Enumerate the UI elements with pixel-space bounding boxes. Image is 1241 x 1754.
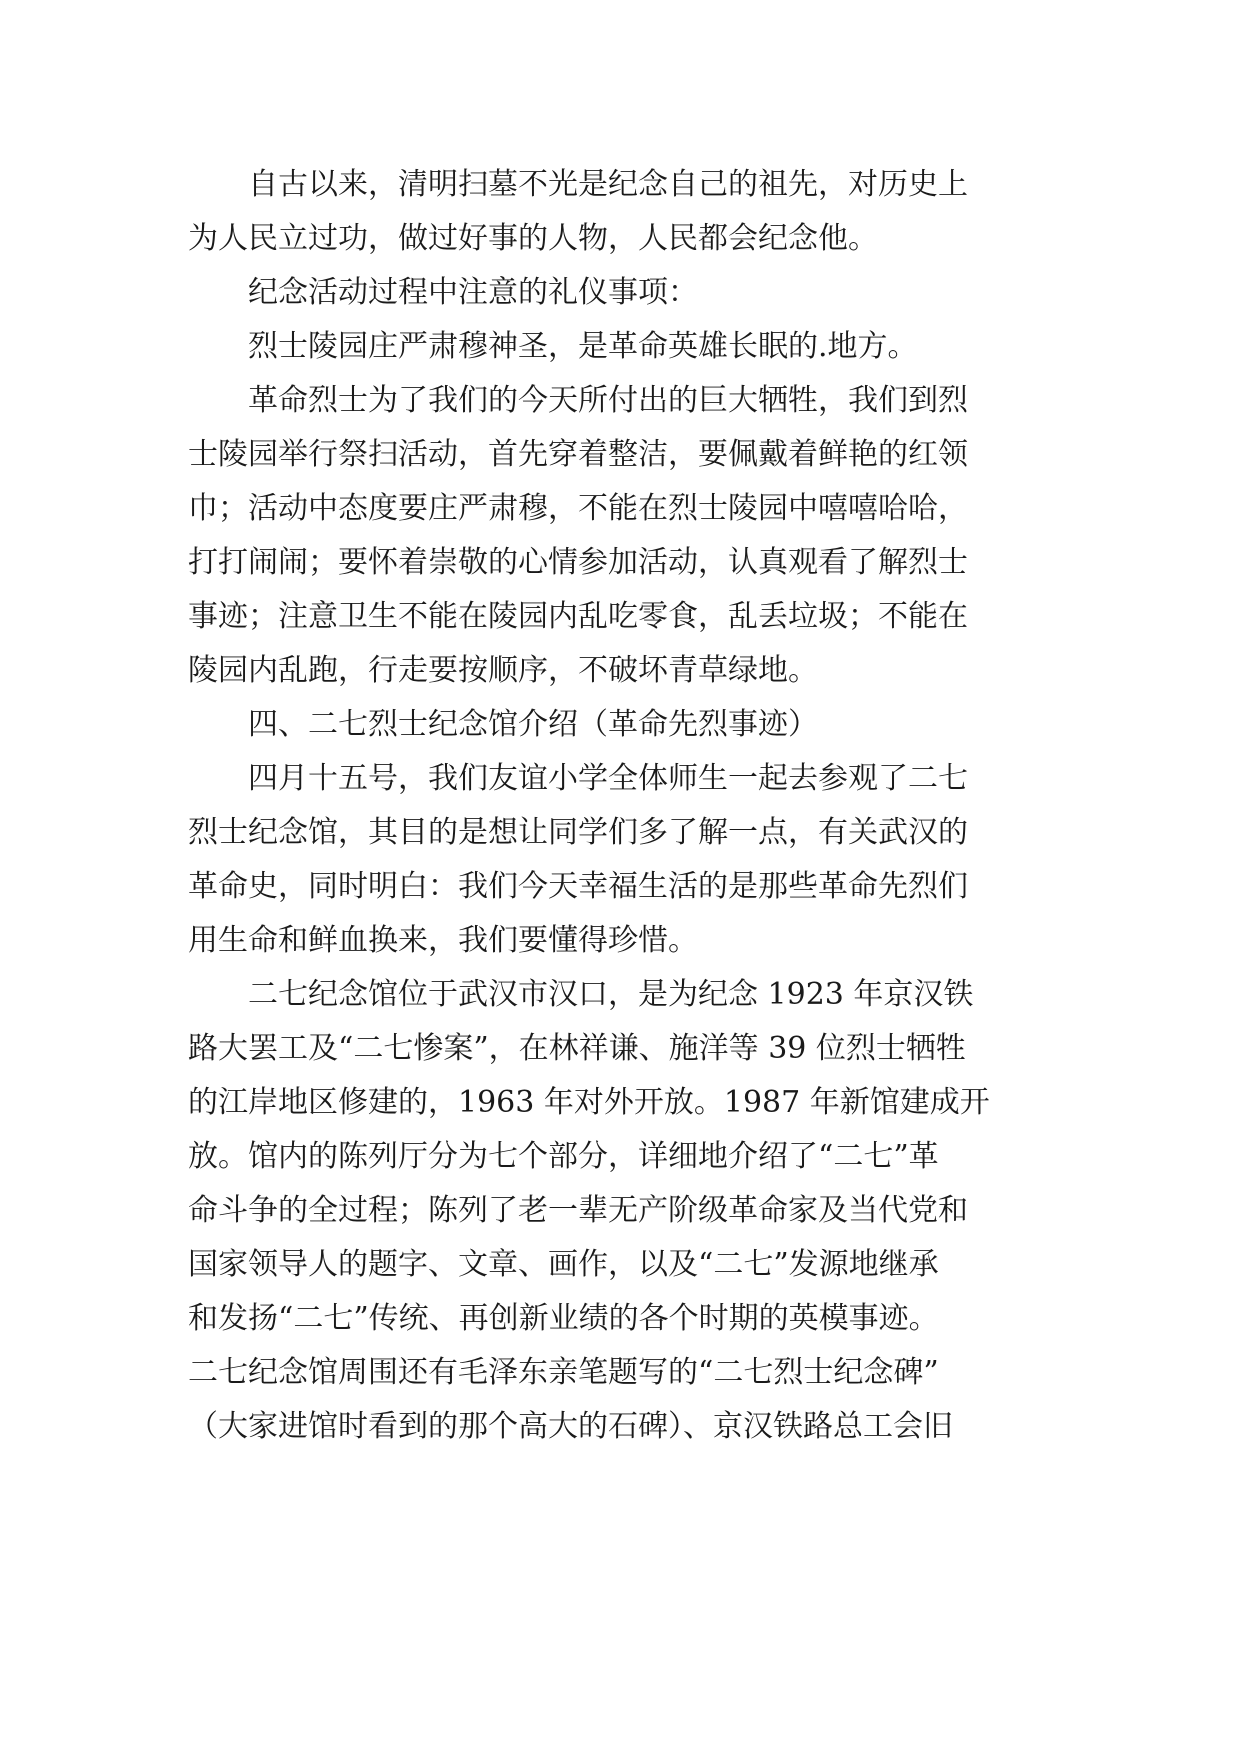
- text-line: （大家进馆时看到的那个高大的石碑）、京汉铁路总工会旧: [188, 1409, 953, 1444]
- text-line: 命斗争的全过程；陈列了老一辈无产阶级革命家及当代党和: [188, 1193, 968, 1228]
- text-line: 烈士纪念馆，其目的是想让同学们多了解一点，有关武汉的: [188, 815, 968, 850]
- text-line: 路大罢工及“二七惨案”，在林祥谦、施洋等 39 位烈士牺牲: [188, 1031, 966, 1066]
- text-line: 四月十五号，我们友谊小学全体师生一起去参观了二七: [248, 761, 968, 796]
- text-line: 自古以来，清明扫墓不光是纪念自己的祖先，对历史上: [248, 167, 968, 202]
- section-heading: 四、二七烈士纪念馆介绍（革命先烈事迹）: [248, 707, 818, 742]
- text-line: 纪念活动过程中注意的礼仪事项：: [248, 275, 698, 310]
- text-line: 打打闹闹；要怀着崇敬的心情参加活动，认真观看了解烈士: [188, 545, 968, 580]
- text-line: 陵园内乱跑，行走要按顺序，不破坏青草绿地。: [188, 653, 818, 688]
- text-line: 二七纪念馆位于武汉市汉口，是为纪念 1923 年京汉铁: [248, 977, 974, 1012]
- text-line: 革命史，同时明白：我们今天幸福生活的是那些革命先烈们: [188, 869, 968, 904]
- text-line: 和发扬“二七”传统、再创新业绩的各个时期的英模事迹。: [188, 1301, 939, 1336]
- text-line: 事迹；注意卫生不能在陵园内乱吃零食，乱丢垃圾；不能在: [188, 599, 968, 634]
- text-line: 为人民立过功，做过好事的人物，人民都会纪念他。: [188, 221, 878, 256]
- text-line: 放。馆内的陈列厅分为七个部分，详细地介绍了“二七”革: [188, 1139, 939, 1174]
- body-text: [188, 158, 1058, 1454]
- text-line: 的江岸地区修建的，1963 年对外开放。1987 年新馆建成开: [188, 1085, 990, 1120]
- text-line: 士陵园举行祭扫活动，首先穿着整洁，要佩戴着鲜艳的红领: [188, 437, 968, 472]
- text-line: 二七纪念馆周围还有毛泽东亲笔题写的“二七烈士纪念碑”: [188, 1355, 939, 1390]
- text-line: 革命烈士为了我们的今天所付出的巨大牺牲，我们到烈: [248, 383, 968, 418]
- text-line: 国家领导人的题字、文章、画作，以及“二七”发源地继承: [188, 1247, 939, 1282]
- text-line: 烈士陵园庄严肃穆神圣，是革命英雄长眠的.地方。: [248, 329, 918, 364]
- text-line: 巾；活动中态度要庄严肃穆，不能在烈士陵园中嘻嘻哈哈，: [188, 491, 968, 526]
- text-line: 用生命和鲜血换来，我们要懂得珍惜。: [188, 923, 698, 958]
